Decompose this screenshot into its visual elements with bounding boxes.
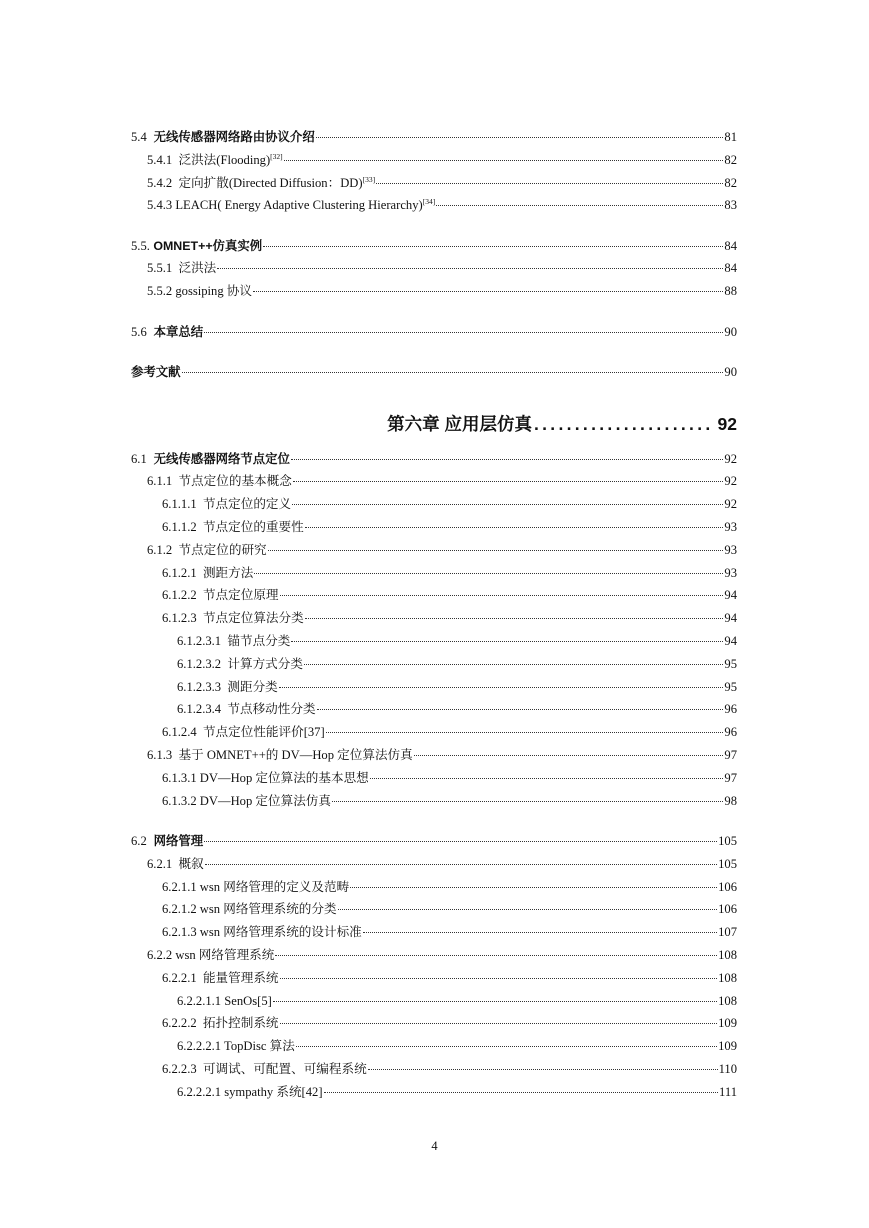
toc-entry-title bbox=[162, 767, 369, 790]
toc-entry-text: 无线传感器网络节点定位 bbox=[153, 451, 290, 466]
citation-superscript: [33] bbox=[362, 174, 376, 184]
dot-leader bbox=[316, 136, 724, 138]
toc-entry-number: 6.1.2.3.3 bbox=[177, 679, 222, 694]
toc-entry[interactable] bbox=[131, 990, 737, 1013]
toc-entry-text: 可调试、可配置、可编程系统 bbox=[202, 1061, 367, 1076]
toc-entry-page: 105 bbox=[718, 833, 737, 848]
toc-entry-text: sympathy 系统[42] bbox=[224, 1084, 323, 1099]
dot-leader bbox=[273, 1000, 717, 1002]
toc-entry-title bbox=[177, 1035, 295, 1058]
toc-entry-number: 6.1.3.2 bbox=[162, 793, 197, 808]
toc-entry-title bbox=[147, 194, 435, 217]
toc-entry[interactable] bbox=[131, 1012, 737, 1035]
toc-entry-title bbox=[162, 1012, 279, 1035]
toc-entry[interactable] bbox=[131, 126, 737, 149]
toc-entry[interactable] bbox=[131, 280, 737, 303]
toc-entry-text: 计算方式分类 bbox=[227, 656, 303, 671]
dot-leader bbox=[291, 458, 723, 460]
dot-leader bbox=[254, 572, 723, 574]
toc-entry-title bbox=[162, 516, 304, 539]
toc-entry-number: 5.5. bbox=[131, 238, 150, 253]
table-of-contents bbox=[131, 126, 737, 1103]
toc-entry[interactable] bbox=[131, 653, 737, 676]
dot-leader bbox=[350, 886, 717, 888]
dot-leader bbox=[370, 777, 724, 779]
toc-entry-text: DV—Hop 定位算法的基本思想 bbox=[199, 770, 369, 785]
toc-entry-number: 6.1.1.2 bbox=[162, 520, 197, 535]
dot-leader bbox=[284, 159, 724, 161]
toc-entry-title bbox=[147, 539, 267, 562]
toc-entry-number: 6.1.3 bbox=[147, 748, 173, 763]
toc-entry-number: 6.1.2.3.1 bbox=[177, 634, 222, 649]
toc-entry[interactable] bbox=[131, 194, 737, 217]
toc-entry-page: 108 bbox=[718, 947, 737, 962]
dot-leader bbox=[204, 331, 723, 333]
toc-entry-title bbox=[162, 562, 253, 585]
toc-entry-number: 5.4.2 bbox=[147, 175, 173, 190]
toc-entry-page: 108 bbox=[718, 970, 737, 985]
toc-entry-page: 84 bbox=[724, 238, 737, 253]
dot-leader bbox=[205, 863, 717, 865]
toc-entry-title bbox=[162, 967, 279, 990]
toc-entry-page: 90 bbox=[724, 364, 737, 379]
dot-leader bbox=[304, 663, 723, 665]
toc-entry-page: 94 bbox=[724, 634, 737, 649]
toc-entry-number: 5.4 bbox=[131, 130, 147, 144]
toc-entry-title bbox=[177, 630, 290, 653]
toc-entry-text: 节点定位的定义 bbox=[202, 497, 292, 512]
toc-entry[interactable] bbox=[131, 1035, 737, 1058]
dot-leader bbox=[263, 245, 723, 247]
toc-section-chapter5 bbox=[131, 126, 737, 384]
toc-entry-number: 6.1.2.1 bbox=[162, 565, 197, 580]
toc-entry[interactable] bbox=[131, 1058, 737, 1081]
toc-entry[interactable] bbox=[131, 361, 737, 384]
dot-leader bbox=[280, 1022, 718, 1024]
toc-entry-number: 6.2.2 bbox=[147, 947, 173, 962]
toc-entry-text: 概叙 bbox=[178, 856, 204, 871]
toc-entry-text: 参考文献 bbox=[131, 364, 181, 379]
toc-entry-number: 6.2.2.2.1 bbox=[177, 1039, 222, 1054]
toc-entry-text: gossiping 协议 bbox=[175, 284, 252, 299]
toc-entry-page: 92 bbox=[724, 451, 737, 466]
toc-entry-text: DV—Hop 定位算法仿真 bbox=[199, 793, 331, 808]
dot-leader bbox=[317, 708, 724, 710]
toc-entry[interactable] bbox=[131, 790, 737, 813]
toc-entry-text: 节点定位的基本概念 bbox=[178, 474, 292, 489]
toc-entry-text: 拓扑控制系统 bbox=[202, 1016, 279, 1031]
toc-entry-number: 5.5.1 bbox=[147, 261, 173, 276]
toc-entry-text: 节点定位算法分类 bbox=[202, 611, 304, 626]
toc-entry[interactable] bbox=[131, 944, 737, 967]
toc-entry-text: 基于 OMNET++的 DV—Hop 定位算法仿真 bbox=[178, 748, 413, 763]
dot-leader bbox=[204, 840, 717, 842]
toc-entry-page: 94 bbox=[724, 611, 737, 626]
dot-leader bbox=[293, 480, 724, 482]
chapter-leader: ...................... bbox=[533, 413, 714, 434]
toc-entry[interactable] bbox=[131, 853, 737, 876]
dot-leader bbox=[291, 640, 723, 642]
toc-entry-number: 6.2.1.2 bbox=[162, 902, 197, 917]
toc-entry-page: 106 bbox=[718, 902, 737, 917]
toc-entry-text: 定向扩散(Directed Diffusion：DD) bbox=[178, 175, 363, 190]
toc-entry-page: 92 bbox=[724, 497, 737, 512]
toc-entry-text: 泛洪法(Flooding) bbox=[178, 152, 271, 167]
toc-entry-text: wsn 网络管理的定义及范畴 bbox=[199, 879, 350, 894]
toc-entry-number: 6.2.1.3 bbox=[162, 925, 197, 940]
toc-entry-text: 无线传感器网络路由协议介绍 bbox=[153, 130, 315, 144]
toc-entry-text: wsn 网络管理系统的分类 bbox=[199, 902, 337, 917]
toc-entry-title bbox=[131, 448, 290, 471]
toc-entry-title bbox=[147, 172, 375, 195]
toc-entry-text: 泛洪法 bbox=[178, 261, 217, 276]
dot-leader bbox=[296, 1045, 717, 1047]
toc-entry-page: 109 bbox=[718, 1039, 737, 1054]
toc-entry[interactable] bbox=[131, 321, 737, 344]
toc-entry[interactable] bbox=[131, 584, 737, 607]
toc-entry-title bbox=[147, 149, 283, 172]
dot-leader bbox=[280, 594, 724, 596]
dot-leader bbox=[268, 549, 724, 551]
toc-entry-title bbox=[147, 744, 413, 767]
chapter-heading[interactable] bbox=[131, 400, 737, 448]
toc-entry-page: 109 bbox=[718, 1016, 737, 1031]
dot-leader bbox=[436, 204, 723, 206]
toc-entry-title bbox=[162, 584, 279, 607]
toc-entry-title bbox=[147, 257, 216, 280]
toc-entry-page: 93 bbox=[724, 565, 737, 580]
toc-entry[interactable] bbox=[131, 470, 737, 493]
toc-entry-number: 6.1 bbox=[131, 451, 147, 466]
toc-entry-number: 6.1.1.1 bbox=[162, 497, 197, 512]
toc-entry-title bbox=[147, 280, 252, 303]
toc-entry-title bbox=[147, 470, 292, 493]
toc-entry-number: 5.4.3 bbox=[147, 198, 173, 213]
toc-entry-text: 网络管理 bbox=[153, 833, 204, 848]
toc-entry-title bbox=[162, 493, 291, 516]
toc-entry-title bbox=[162, 721, 325, 744]
toc-entry-title bbox=[131, 321, 203, 344]
toc-entry[interactable] bbox=[131, 235, 737, 258]
toc-entry-number: 6.2.2.2 bbox=[162, 1016, 197, 1031]
toc-entry-title bbox=[131, 361, 181, 384]
toc-entry-number: 6.1.2.3.2 bbox=[177, 656, 222, 671]
toc-entry-title bbox=[177, 653, 303, 676]
dot-leader bbox=[280, 977, 718, 979]
dot-leader bbox=[279, 686, 724, 688]
toc-entry-title bbox=[177, 676, 278, 699]
toc-entry-number: 6.1.3.1 bbox=[162, 770, 197, 785]
toc-entry-text: OMNET++仿真实例 bbox=[153, 238, 263, 253]
toc-entry-text: 节点定位的重要性 bbox=[202, 520, 304, 535]
toc-entry-page: 81 bbox=[724, 130, 737, 144]
toc-entry-number: 6.1.2.3.4 bbox=[177, 702, 222, 717]
toc-entry-page: 83 bbox=[724, 198, 737, 213]
toc-entry-title bbox=[131, 830, 203, 853]
toc-entry-title bbox=[162, 607, 304, 630]
toc-entry-text: LEACH( Energy Adaptive Clustering Hierarchy) bbox=[175, 198, 423, 213]
dot-leader bbox=[332, 800, 723, 802]
toc-entry-title bbox=[131, 126, 315, 149]
chapter-page-number: 92 bbox=[717, 413, 737, 434]
toc-entry[interactable] bbox=[131, 876, 737, 899]
dot-leader bbox=[305, 617, 724, 619]
toc-entry[interactable] bbox=[131, 630, 737, 653]
toc-entry-number: 6.2.2.3 bbox=[162, 1061, 197, 1076]
page-footer bbox=[0, 1139, 869, 1154]
toc-entry-number: 6.1.2 bbox=[147, 542, 173, 557]
toc-entry[interactable] bbox=[131, 172, 737, 195]
toc-entry[interactable] bbox=[131, 539, 737, 562]
toc-entry-text: 节点定位原理 bbox=[202, 588, 279, 603]
toc-entry-page: 110 bbox=[718, 1061, 737, 1076]
toc-entry-number: 6.2.2.1 bbox=[162, 970, 197, 985]
toc-entry-text: 本章总结 bbox=[153, 324, 204, 339]
toc-entry[interactable] bbox=[131, 698, 737, 721]
toc-entry[interactable] bbox=[131, 149, 737, 172]
dot-leader bbox=[338, 908, 718, 910]
dot-leader bbox=[182, 371, 724, 373]
toc-entry-title bbox=[147, 944, 274, 967]
toc-entry-text: wsn 网络管理系统的设计标准 bbox=[199, 925, 362, 940]
toc-entry[interactable] bbox=[131, 607, 737, 630]
toc-entry[interactable] bbox=[131, 721, 737, 744]
toc-entry-page: 95 bbox=[724, 679, 737, 694]
citation-superscript: [32] bbox=[270, 151, 283, 161]
toc-entry[interactable] bbox=[131, 921, 737, 944]
toc-entry-text: 节点定位的研究 bbox=[178, 542, 267, 557]
toc-entry-title bbox=[177, 1081, 323, 1104]
dot-leader bbox=[376, 182, 723, 184]
toc-entry-page: 84 bbox=[724, 261, 737, 276]
citation-superscript: [34] bbox=[422, 197, 436, 207]
toc-entry-page: 97 bbox=[724, 748, 737, 763]
toc-entry[interactable] bbox=[131, 767, 737, 790]
toc-entry-page: 94 bbox=[724, 588, 737, 603]
toc-entry-page: 96 bbox=[724, 725, 737, 740]
toc-entry-text: 节点定位性能评价[37] bbox=[202, 725, 325, 740]
toc-entry-page: 90 bbox=[724, 324, 737, 339]
dot-leader bbox=[292, 503, 723, 505]
toc-entry-title bbox=[162, 898, 337, 921]
toc-entry-number: 6.2.2.1.1 bbox=[177, 993, 222, 1008]
toc-entry-text: 测距方法 bbox=[202, 565, 254, 580]
toc-entry-number: 6.1.2.3 bbox=[162, 611, 197, 626]
toc-entry[interactable] bbox=[131, 898, 737, 921]
toc-entry-title bbox=[162, 876, 349, 899]
toc-entry-page: 106 bbox=[718, 879, 737, 894]
dot-leader bbox=[414, 754, 724, 756]
toc-entry-number: 5.6 bbox=[131, 324, 147, 339]
toc-entry-number: 6.2.1.1 bbox=[162, 879, 197, 894]
toc-entry-title bbox=[177, 990, 272, 1013]
toc-entry-page: 88 bbox=[724, 284, 737, 299]
toc-entry[interactable] bbox=[131, 493, 737, 516]
toc-entry-number: 6.2 bbox=[131, 833, 147, 848]
toc-entry-title bbox=[147, 853, 204, 876]
toc-entry-title bbox=[162, 1058, 367, 1081]
toc-entry-page: 96 bbox=[724, 702, 737, 717]
toc-entry-page: 95 bbox=[724, 656, 737, 671]
chapter-title: 第六章 应用层仿真 bbox=[387, 413, 532, 434]
toc-entry-title bbox=[162, 790, 331, 813]
dot-leader bbox=[217, 267, 723, 269]
toc-entry-page: 97 bbox=[724, 770, 737, 785]
toc-entry-text: 测距分类 bbox=[227, 679, 278, 694]
toc-entry-page: 105 bbox=[718, 856, 737, 871]
toc-entry-page: 82 bbox=[724, 175, 737, 190]
toc-entry[interactable] bbox=[131, 448, 737, 471]
toc-entry-title bbox=[162, 921, 362, 944]
toc-entry-title bbox=[177, 698, 316, 721]
toc-entry-text: 能量管理系统 bbox=[202, 970, 279, 985]
toc-entry-number: 6.2.1 bbox=[147, 856, 173, 871]
toc-entry-text: 锚节点分类 bbox=[227, 634, 291, 649]
toc-entry-text: SenOs[5] bbox=[224, 993, 272, 1008]
toc-entry-text: TopDisc 算法 bbox=[224, 1039, 295, 1054]
toc-entry-text: 节点移动性分类 bbox=[227, 702, 316, 717]
toc-entry[interactable] bbox=[131, 257, 737, 280]
dot-leader bbox=[324, 1091, 719, 1093]
toc-entry-page: 93 bbox=[724, 542, 737, 557]
toc-entry[interactable] bbox=[131, 744, 737, 767]
toc-entry-page: 111 bbox=[719, 1084, 737, 1099]
page-number: 4 bbox=[431, 1139, 438, 1153]
toc-entry-page: 93 bbox=[724, 520, 737, 535]
dot-leader bbox=[368, 1068, 718, 1070]
toc-entry-number: 6.2.2.2.1 bbox=[177, 1084, 222, 1099]
toc-entry-number: 6.1.1 bbox=[147, 474, 173, 489]
toc-entry-text: wsn 网络管理系统 bbox=[175, 947, 275, 962]
toc-entry[interactable] bbox=[131, 1081, 737, 1104]
dot-leader bbox=[305, 526, 724, 528]
dot-leader bbox=[253, 290, 723, 292]
dot-leader bbox=[326, 731, 724, 733]
toc-entry-number: 6.1.2.2 bbox=[162, 588, 197, 603]
dot-leader bbox=[275, 954, 717, 956]
toc-entry-page: 108 bbox=[718, 993, 737, 1008]
dot-leader bbox=[363, 931, 717, 933]
toc-entry-page: 92 bbox=[724, 474, 737, 489]
toc-entry[interactable] bbox=[131, 516, 737, 539]
toc-entry[interactable] bbox=[131, 676, 737, 699]
toc-entry-number: 5.5.2 bbox=[147, 284, 173, 299]
toc-entry-number: 6.1.2.4 bbox=[162, 725, 197, 740]
toc-entry-page: 82 bbox=[724, 152, 737, 167]
toc-entry[interactable] bbox=[131, 830, 737, 853]
toc-section-chapter6 bbox=[131, 448, 737, 1104]
toc-entry-page: 107 bbox=[718, 925, 737, 940]
toc-entry-page: 98 bbox=[724, 793, 737, 808]
toc-entry[interactable] bbox=[131, 967, 737, 990]
toc-entry-number: 5.4.1 bbox=[147, 152, 173, 167]
toc-entry[interactable] bbox=[131, 562, 737, 585]
toc-entry-title bbox=[131, 235, 262, 258]
